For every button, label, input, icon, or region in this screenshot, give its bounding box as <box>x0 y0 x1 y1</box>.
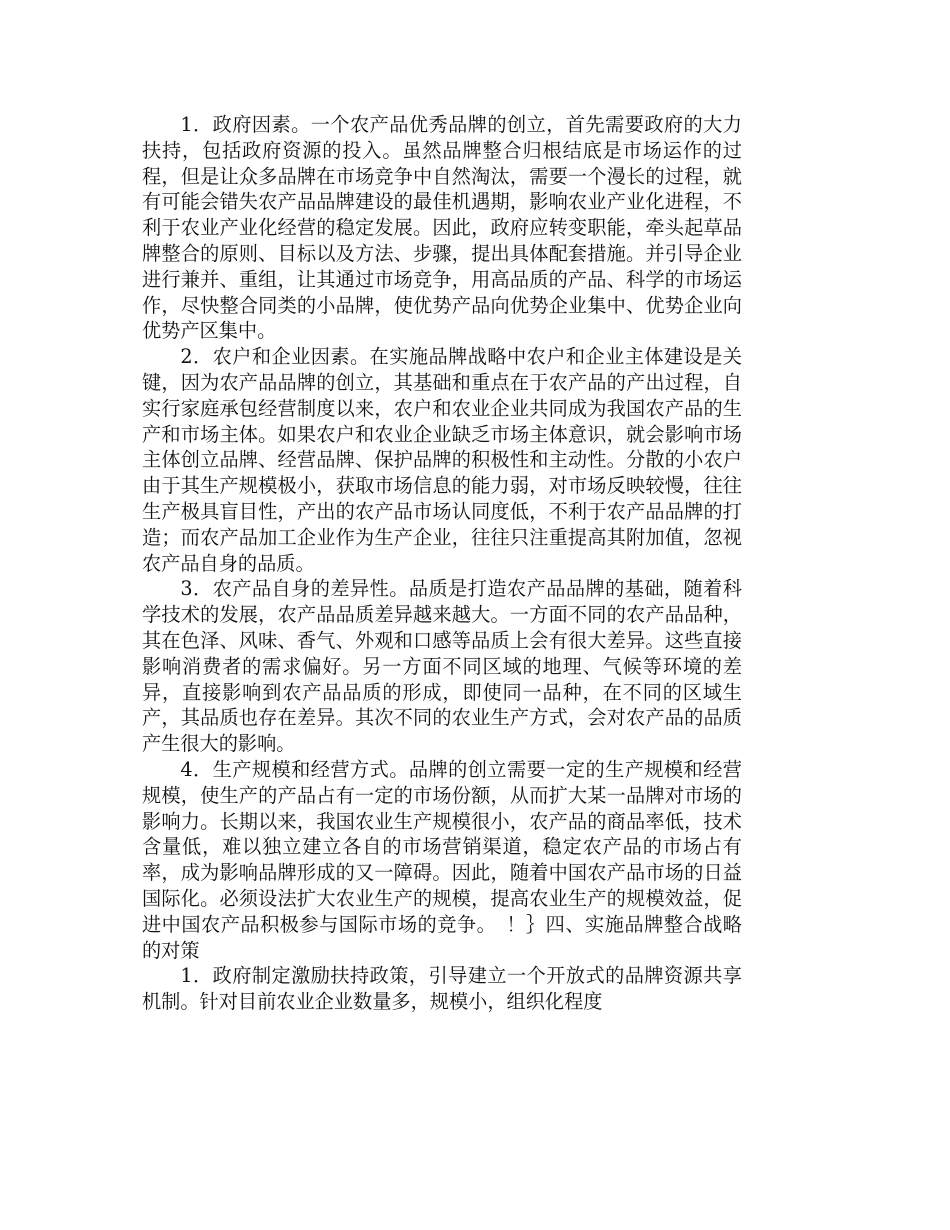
paragraph-government-factor: 1．政府因素。一个农产品优秀品牌的创立，首先需要政府的大力扶持，包括政府资源的投入。虽然品牌整合归根结底是市场运作的过程，但是让众多品牌在市场竞争中自然淘汰，需要一个漫长的过程，就有可能会错失农产品品牌建设的最佳机遇期，影响农业产业化进程，不利于农业产业化经营的稳定发展。因此，政府应转变职能，牵头起草品牌整合的原则、目标以及方法、步骤，提出具体配套措施。并引导企业进行兼并、重组，让其通过市场竞争，用高品质的产品、科学的市场运作，尽快整合同类的小品牌，使优势产品向优势企业集中、优势企业向优势产区集中。 <box>142 113 742 343</box>
paragraph-incentive-policy: 1．政府制定激励扶持政策，引导建立一个开放式的品牌资源共享机制。针对目前农业企业数量多，规模小，组织化程度 <box>142 964 742 1014</box>
document-body <box>142 112 742 1015</box>
paragraph-scale-and-operation: 4．生产规模和经营方式。品牌的创立需要一定的生产规模和经营规模，使生产的产品占有一定的市场份额，从而扩大某一品牌对市场的影响力。长期以来，我国农业生产规模很小，农产品的商品率低，技术含量低，难以独立建立各自的市场营销渠道，稳定农产品的市场占有率，成为影响品牌形成的又一障碍。因此，随着中国农产品市场的日益国际化。必须设法扩大农业生产的规模，提高农业生产的规模效益，促进中国农产品积极参与国际市场的竞争。 ！｝四、实施品牌整合战略的对策 <box>142 757 742 962</box>
paragraph-farmer-enterprise-factor: 2．农户和企业因素。在实施品牌战略中农户和企业主体建设是关键，因为农产品品牌的创立，其基础和重点在于农产品的产出过程，自实行家庭承包经营制度以来，农户和农业企业共同成为我国农产品的生产和市场主体。如果农户和农业企业缺乏市场主体意识，就会影响市场主体创立品牌、经营品牌、保护品牌的积极性和主动性。分散的小农户由于其生产规模极小，获取市场信息的能力弱，对市场反映较慢，往往生产极具盲目性，产出的农产品市场认同度低，不利于农产品品牌的打造；而农产品加工企业作为生产企业，往往只注重提高其附加值，忽视农产品自身的品质。 <box>142 345 742 575</box>
paragraph-product-difference: 3．农产品自身的差异性。品质是打造农产品品牌的基础，随着科学技术的发展，农产品品质差异越来越大。一方面不同的农产品品种，其在色泽、风味、香气、外观和口感等品质上会有很大差异。这些直接影响消费者的需求偏好。另一方面不同区域的地理、气候等环境的差异，直接影响到农产品品质的形成，即使同一品种，在不同的区域生产，其品质也存在差异。其次不同的农业生产方式，会对农产品的品质产生很大的影响。 <box>142 577 742 756</box>
